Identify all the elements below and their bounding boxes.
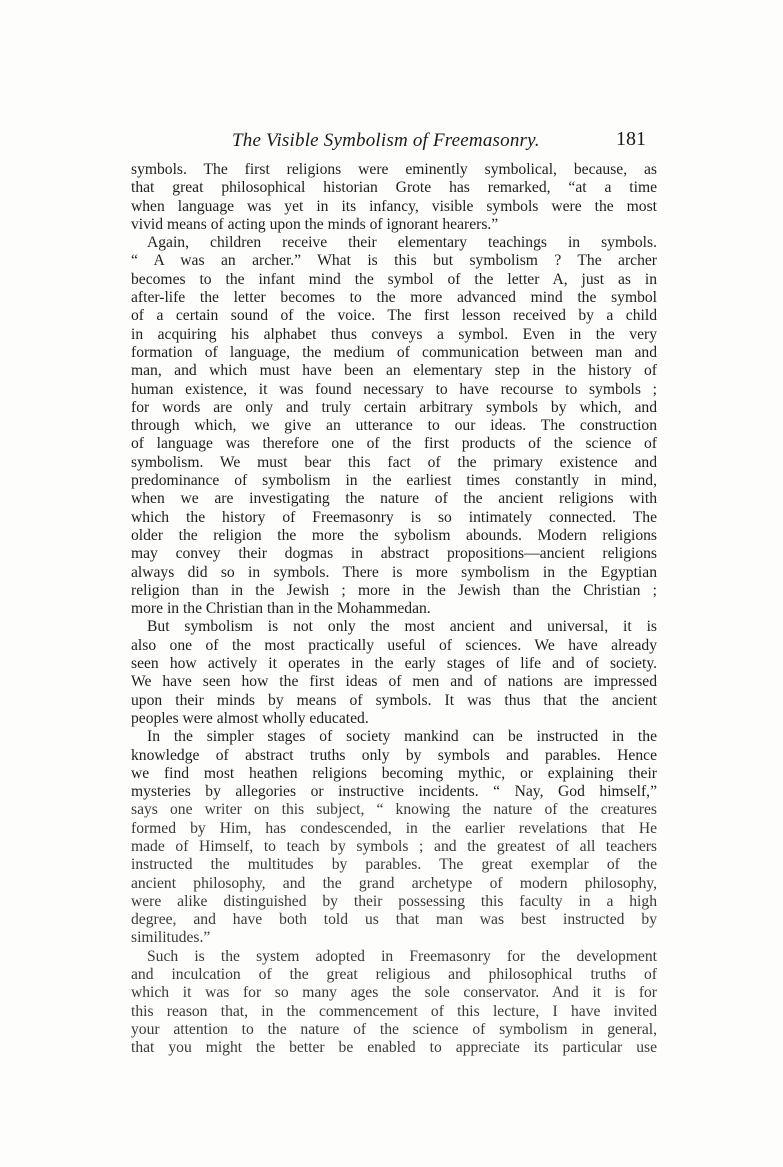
text-line: that great philosophical historian Grote has remarked, “at a time	[131, 179, 657, 197]
text-line: symbolism. We must bear this fact of the primary existence and	[131, 453, 657, 471]
paragraph-3	[131, 618, 657, 728]
text-line: your attention to the nature of the science of symbolism in general,	[131, 1020, 657, 1038]
text-line: knowledge of abstract truths only by symbols and parables. Hence	[131, 746, 657, 764]
page-number: 181	[616, 128, 646, 150]
text-line: formed by Him, has condescended, in the earlier revelations that He	[131, 819, 657, 837]
text-line: ancient philosophy, and the grand archetype of modern philosophy,	[131, 874, 657, 892]
text-line: in acquiring his alphabet thus conveys a symbol. Even in the very	[131, 325, 657, 343]
text-line: we find most heathen religions becoming mythic, or explaining their	[131, 764, 657, 782]
text-line: which the history of Freemasonry is so intimately connected. The	[131, 508, 657, 526]
text-line: also one of the most practically useful of sciences. We have already	[131, 636, 657, 654]
text-line: of language was therefore one of the first products of the science of	[131, 435, 657, 453]
text-line: after-life the letter becomes to the more advanced mind the symbol	[131, 289, 657, 307]
text-line: this reason that, in the commencement of this lecture, I have invited	[131, 1002, 657, 1020]
paragraph-5	[131, 948, 657, 1058]
text-line: more in the Christian than in the Mohammedan.	[131, 600, 431, 618]
text-line: seen how actively it operates in the early stages of life and of society.	[131, 655, 657, 673]
text-line: made of Himself, to teach by symbols ; and the greatest of all teachers	[131, 837, 657, 855]
body-text	[131, 161, 657, 1151]
text-line: that you might the better be enabled to appreciate its particular use	[131, 1039, 657, 1057]
text-line: human existence, it was found necessary to have recourse to symbols ;	[131, 380, 657, 398]
text-line: In the simpler stages of society mankind can be instructed in the	[147, 728, 657, 746]
text-line: vivid means of acting upon the minds of ignorant hearers.”	[131, 215, 499, 233]
text-line: mysteries by allegories or instructive incidents. “ Nay, God himself,”	[131, 783, 657, 801]
text-line: which it was for so many ages the sole conservator. And it is for	[131, 984, 657, 1002]
text-line: Again, children receive their elementary teachings in symbols.	[147, 234, 657, 252]
text-line: We have seen how the first ideas of men and of nations are impressed	[131, 673, 657, 691]
text-line: may convey their dogmas in abstract propositions—ancient religions	[131, 545, 657, 563]
running-head	[132, 128, 650, 160]
text-line: of a certain sound of the voice. The first lesson received by a child	[131, 307, 657, 325]
paragraph-4	[131, 728, 657, 948]
text-line: when language was yet in its infancy, visible symbols were the most	[131, 197, 657, 215]
text-line: becomes to the infant mind the symbol of the letter A, just as in	[131, 270, 657, 288]
text-line: Such is the system adopted in Freemasonry for the development	[147, 947, 657, 965]
text-line: degree, and have both told us that man was best instructed by	[131, 911, 657, 929]
text-line: peoples were almost wholly educated.	[131, 709, 369, 727]
text-line: religion than in the Jewish ; more in the Jewish than the Christian ;	[131, 581, 657, 599]
text-line: predominance of symbolism in the earliest times constantly in mind,	[131, 472, 657, 490]
text-line: But symbolism is not only the most ancient and universal, it is	[147, 618, 657, 636]
text-line: for words are only and truly certain arbitrary symbols by which, and	[131, 398, 657, 416]
text-line: were alike distinguished by their possessing this faculty in a high	[131, 892, 657, 910]
text-line: upon their minds by means of symbols. It was thus that the ancient	[131, 691, 657, 709]
text-line: through which, we give an utterance to our ideas. The construction	[131, 417, 657, 435]
text-line: instructed the multitudes by parables. The great exemplar of the	[131, 856, 657, 874]
text-line: “ A was an archer.” What is this but symbolism ? The archer	[131, 252, 657, 270]
text-line: when we are investigating the nature of the ancient religions with	[131, 490, 657, 508]
text-line: and inculcation of the great religious and philosophical truths of	[131, 966, 657, 984]
running-head-title: The Visible Symbolism of Freemasonry.	[232, 130, 540, 151]
text-line: says one writer on this subject, “ knowing the nature of the creatures	[131, 801, 657, 819]
text-line: similitudes.”	[131, 929, 211, 947]
text-line: older the religion the more the sybolism abounds. Modern religions	[131, 526, 657, 544]
text-line: always did so in symbols. There is more symbolism in the Egyptian	[131, 563, 657, 581]
text-line: man, and which must have been an elementary step in the history of	[131, 362, 657, 380]
paragraph-2	[131, 234, 657, 618]
text-line: symbols. The first religions were eminently symbolical, because, as	[131, 161, 657, 178]
text-line: formation of language, the medium of communication between man and	[131, 343, 657, 361]
paragraph-1	[131, 161, 657, 234]
